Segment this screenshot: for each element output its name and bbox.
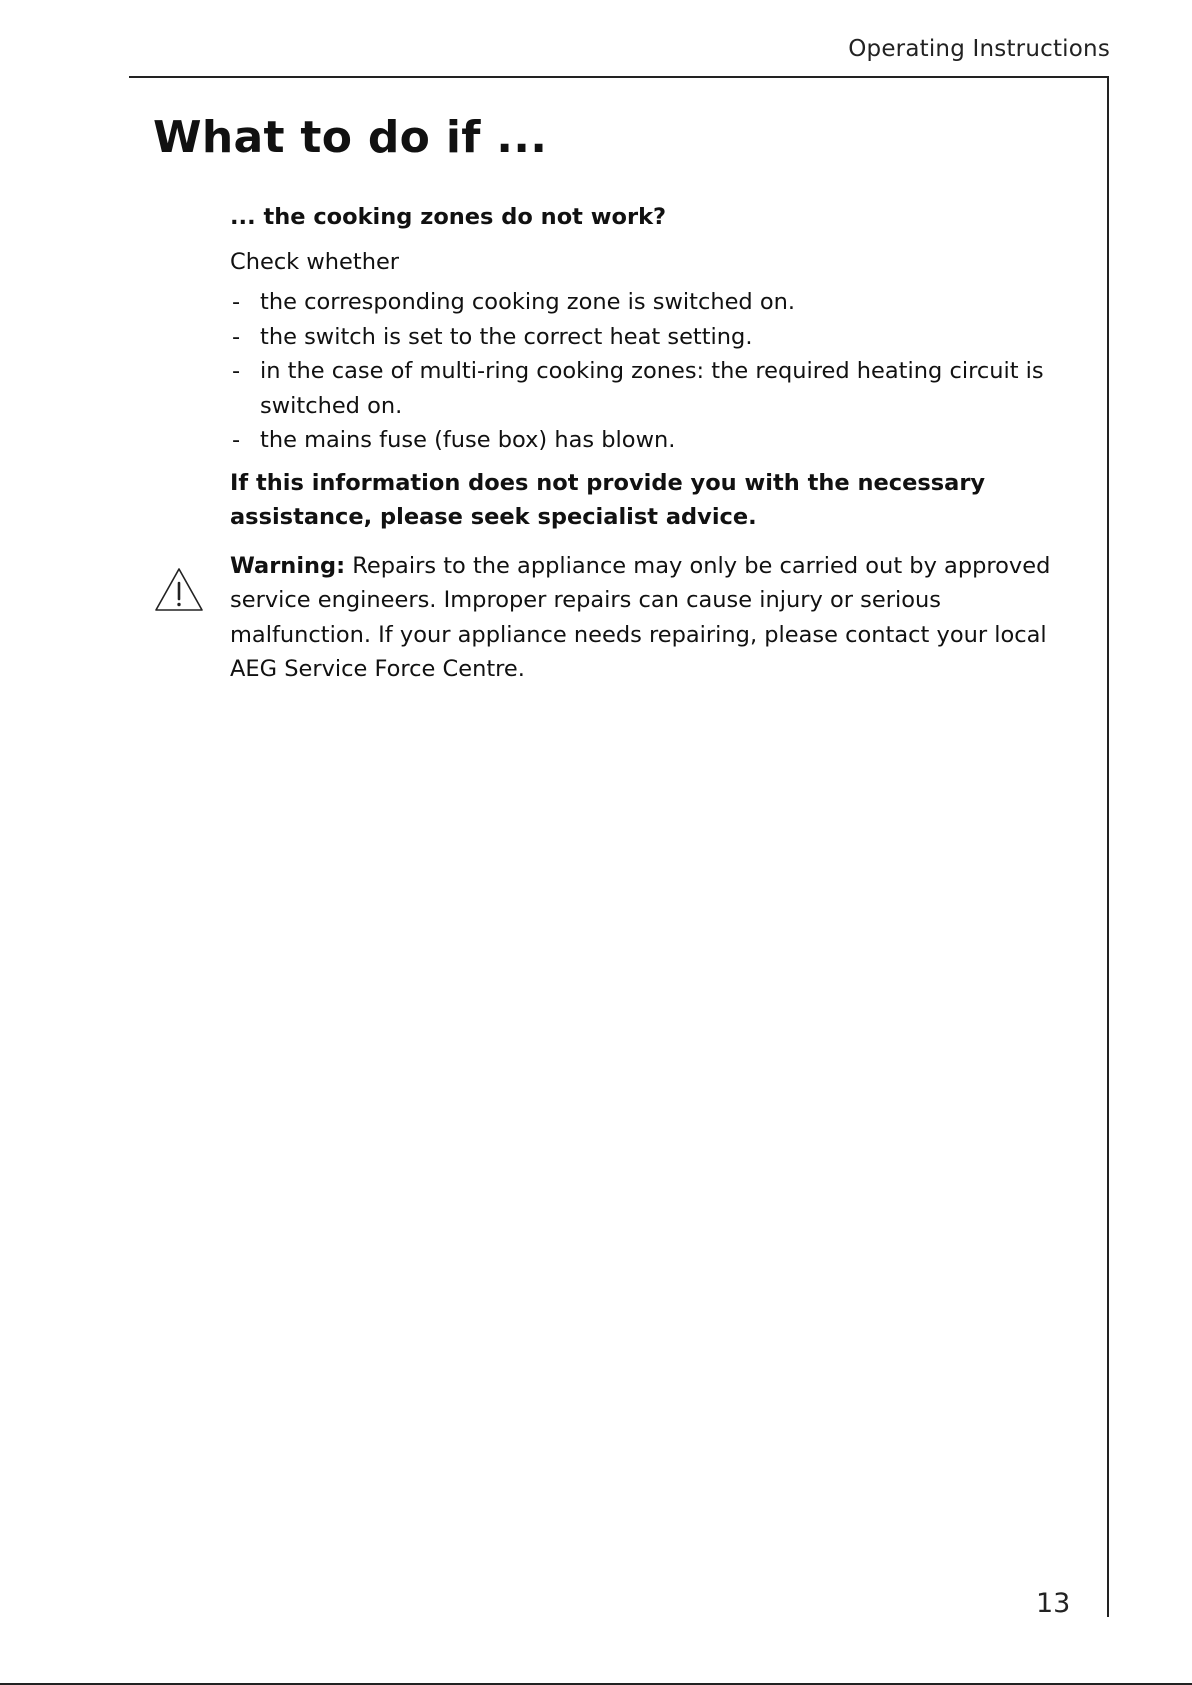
page-number: 13 <box>1036 1588 1071 1619</box>
list-item <box>230 320 1080 355</box>
dash-bullet: - <box>232 323 241 350</box>
section-intro: Check whether <box>230 248 400 275</box>
list-item <box>230 285 1080 320</box>
dash-bullet: - <box>232 427 241 453</box>
main-content <box>230 200 1080 687</box>
warning-triangle-icon <box>152 566 206 614</box>
right-margin-rule <box>1107 76 1109 1617</box>
warning-paragraph <box>230 549 1080 687</box>
list-item-text: the mains fuse (fuse box) has blown. <box>260 427 676 453</box>
warning-label: Warning: <box>230 552 346 579</box>
list-item-text: the corresponding cooking zone is switched on. <box>260 289 796 315</box>
section-question: ... the cooking zones do not work? <box>230 204 667 230</box>
list-item <box>230 423 1080 458</box>
header-rule <box>129 76 1109 78</box>
dash-bullet: - <box>232 358 241 384</box>
page-title: What to do if ... <box>153 112 548 163</box>
list-item-text: the switch is set to the correct heat setting. <box>260 323 753 350</box>
advice-text: If this information does not provide you with the necessary assistance, please seek specialist advice. <box>230 469 986 530</box>
running-header: Operating Instructions <box>848 36 1110 62</box>
check-list <box>230 285 1080 458</box>
list-item-text: in the case of multi-ring cooking zones: the required heating circuit is switched on. <box>260 358 1044 419</box>
dash-bullet: - <box>232 289 241 315</box>
list-item <box>230 354 1080 423</box>
warning-text: Repairs to the appliance may only be carried out by approved service engineers. Improper repairs can cause injury or serious malfunction. If your appliance needs repairing, please contact your local AEG Service Force Centre. <box>230 552 1051 682</box>
